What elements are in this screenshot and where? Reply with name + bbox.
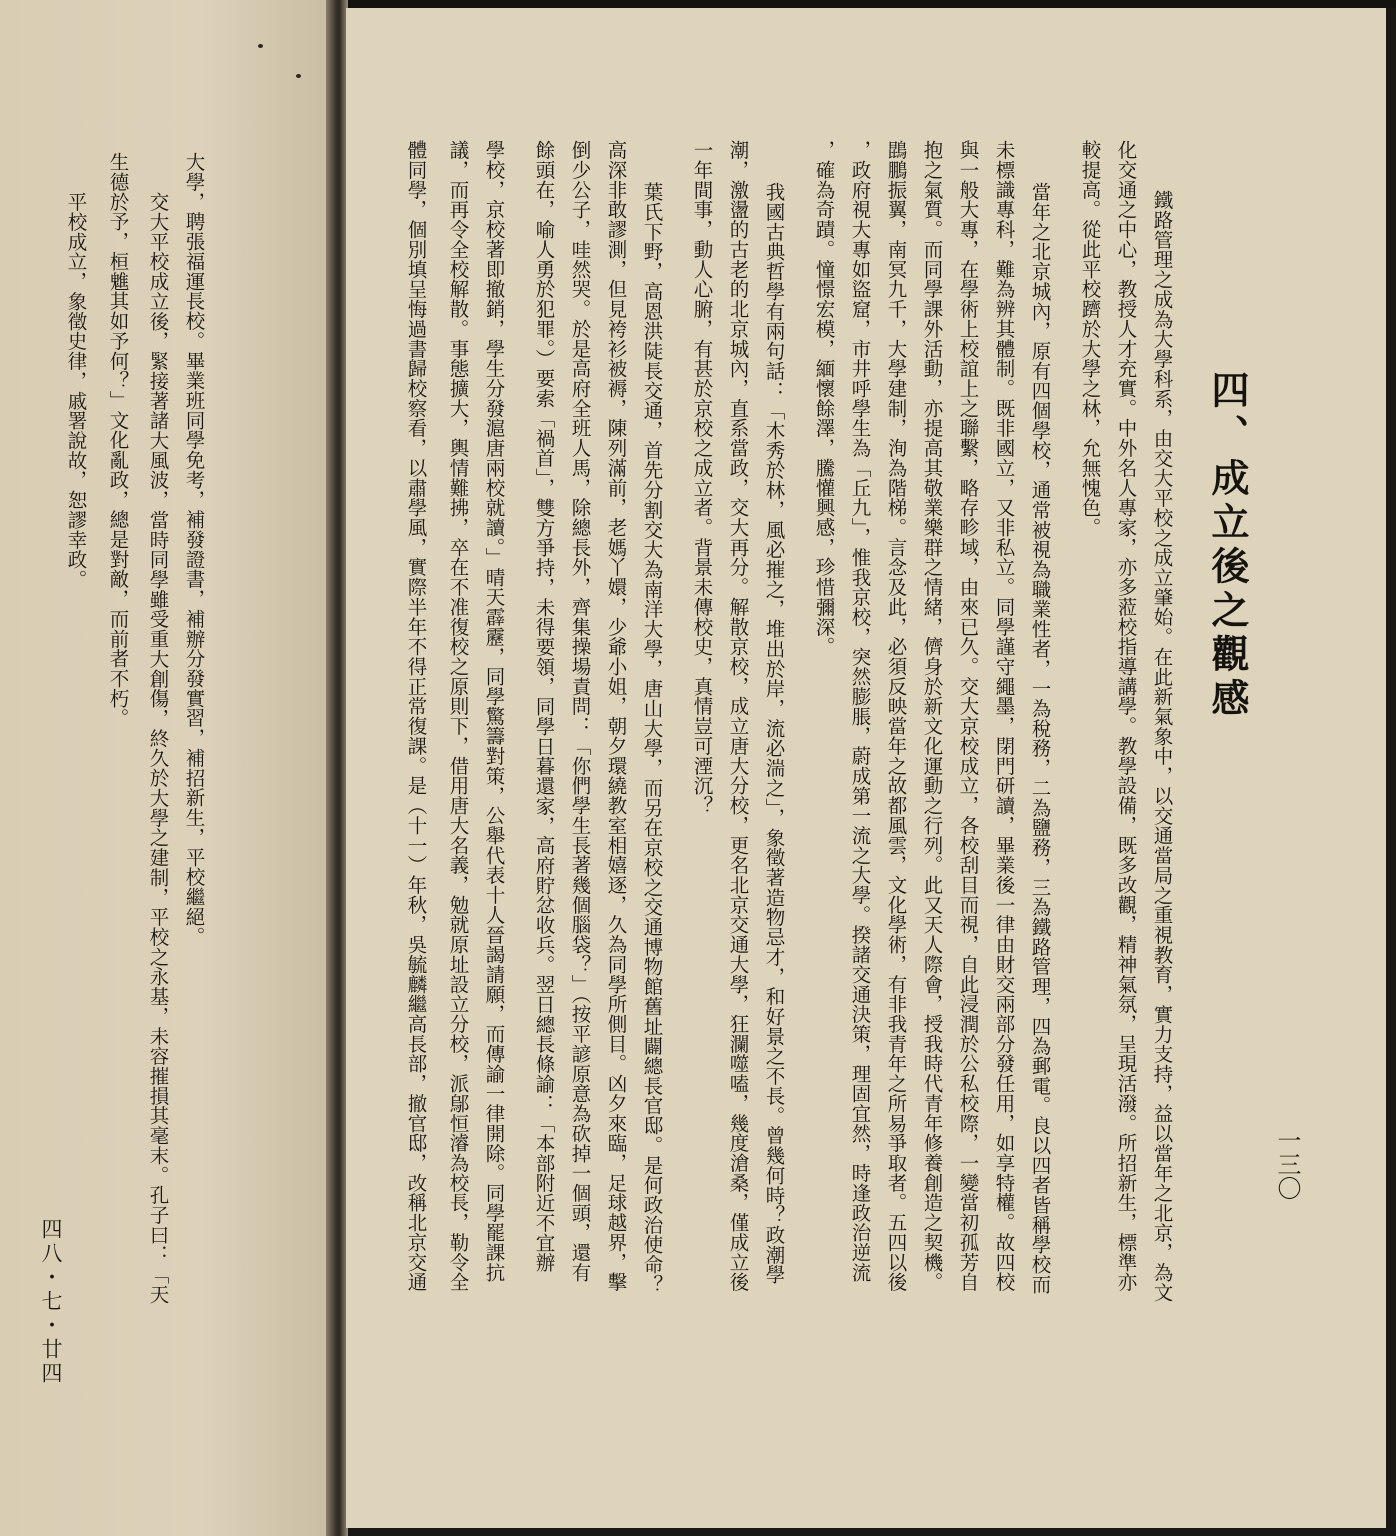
book-gutter [326, 0, 348, 1536]
text-column: 當年之北京城內，原有四個學校，通常被視為職業性者，一為稅務，二為鹽務，三為鐵路管理，四為郵電。良以四者皆稱學校而 [1028, 182, 1052, 1295]
text-column: 未標識專科，難為辨其體制。既非國立，又非私立。同學謹守繩墨，閉門研讀，畢業後一律由財交兩部分發任用，如享特權。故四校 [992, 140, 1016, 1292]
text-column: 葉氏下野，高恩洪陡長交通，首先分割交大為南洋大學，唐山大學，而另在京校之交通博物館舊址闢總長官邸。是何政治使命？ [640, 182, 664, 1295]
text-column: 化交通之中心，教授人才充實。中外名人專家，亦多蒞校指導講學。教學設備，既多改觀，精神氣氛，呈現活潑。所招新生，標準亦 [1114, 140, 1138, 1292]
page-number: 一三〇 [1273, 1128, 1301, 1200]
text-column: 學校，京校著即撤銷，學生分發滬唐兩校就讀。」晴天霹靂，同學驚籌對策，公舉代表十人晉謁請願，而傳諭一律開除。同學罷課抗 [482, 140, 506, 1283]
text-column: 倒少公子，哇然哭。於是高府全班人馬，除總長外，齊集操場責問：「你們學生長著幾個腦袋？」（按平諺原意為砍掉一個頭，還有 [568, 140, 592, 1283]
text-column: 高深非敢謬測，但見袴衫被褥，陳列滿前，老媽丫嬛，少爺小姐，朝夕環繞教室相嬉逐，久為同學所側目。凶夕來臨，足球越界，擊 [604, 140, 628, 1292]
ink-spot [258, 44, 263, 48]
text-column: 較提高。從此平校躋於大學之林，允無愧色。 [1078, 140, 1102, 538]
text-column: 鐵路管理之成為大學科系，由交大平校之成立肇始。在此新氣象中，以交通當局之重視教育，實力支持，益以當年之北京，為文 [1150, 190, 1174, 1303]
section-title: 四、成立後之觀感 [1205, 370, 1250, 722]
text-column: 我國古典哲學有兩句話：「木秀於林，風必摧之，堆出於岸，流必湍之」，象徵著造物忌才，和好景之不長。曾幾何時？政潮學 [762, 182, 786, 1285]
text-column: 生德於予，桓魋其如予何？」文化亂政，總是對敵，而前者不朽。 [106, 152, 130, 728]
text-column: ，確為奇蹟。憧憬宏模，緬懷餘澤，騰懽興感，珍惜彌深。 [812, 140, 836, 657]
text-column: 交大平校成立後，緊接著諸大風波，當時同學雖受重大創傷，終久於大學之建制，平校之永基，未容摧損其毫末。孔子曰：「天 [146, 192, 170, 1305]
text-column: 與一般大專，在學術上校誼上之聯繫，略存畛域，由來已久。交大京校成立，各校刮目而視，自此浸潤於公私校際，一變當初孤芳自 [956, 140, 980, 1292]
text-column: 潮，激盪的古老的北京城內，直系當政，交大再分。解散京校，成立唐大分校，更名北京交通大學，狂瀾噬嗑，幾度滄桑，僅成立後 [726, 140, 750, 1292]
text-column: 鵾鵬振翼，南冥九千，大學建制，洵為階梯。言念及此，必須反映當年之故都風雲，文化學術，有非我青年之所易爭取者。五四以後 [884, 140, 908, 1292]
text-column: 大學，聘張福運長校。畢業班同學免考，補發證書，補辦分發實習，補招新生，平校繼絕。 [182, 152, 206, 947]
text-column: 議，而再令全校解散。事態擴大，輿情難拂，卒在不准復校之原則下，借用唐大名義，勉就原址設立分校，派鄔恒濬為校長，勒令全 [446, 140, 470, 1292]
text-column: ，政府視大專如盜窟，市井呼學生為「丘九」，惟我京校，突然膨脹，蔚成第一流之大學。揆諸交通決策，理固宜然，時逢政治逆流 [848, 140, 872, 1283]
text-column: 餘頭在，喻人勇於犯罪。）要索「禍首」，雙方爭持，未得要領，同學日暮還家，高府貯忿收兵。翌日總長條諭：「本部附近不宜辦 [532, 140, 556, 1273]
date-stamp: 四八・七・廿四 [39, 1218, 63, 1386]
text-column: 一年間事，動人心腑，有甚於京校之成立者。背景未傳校史，真情豈可湮沉？ [690, 140, 714, 816]
text-column: 抱之氣質。而同學課外活動，亦提高其敬業樂群之情緒，儕身於新文化運動之行列。此又天人際會，授我時代青年修養創造之契機。 [920, 140, 944, 1292]
text-column: 體同學，個別填呈悔過書歸校察看，以肅學風，實際半年不得正常復課。是（十一）年秋，吳毓麟繼高長部，撤官邸，改稱北京交通 [404, 140, 428, 1292]
text-column: 平校成立，象徵史律，戚署說故，恕謬幸政。 [64, 192, 88, 590]
ink-spot [296, 74, 301, 78]
